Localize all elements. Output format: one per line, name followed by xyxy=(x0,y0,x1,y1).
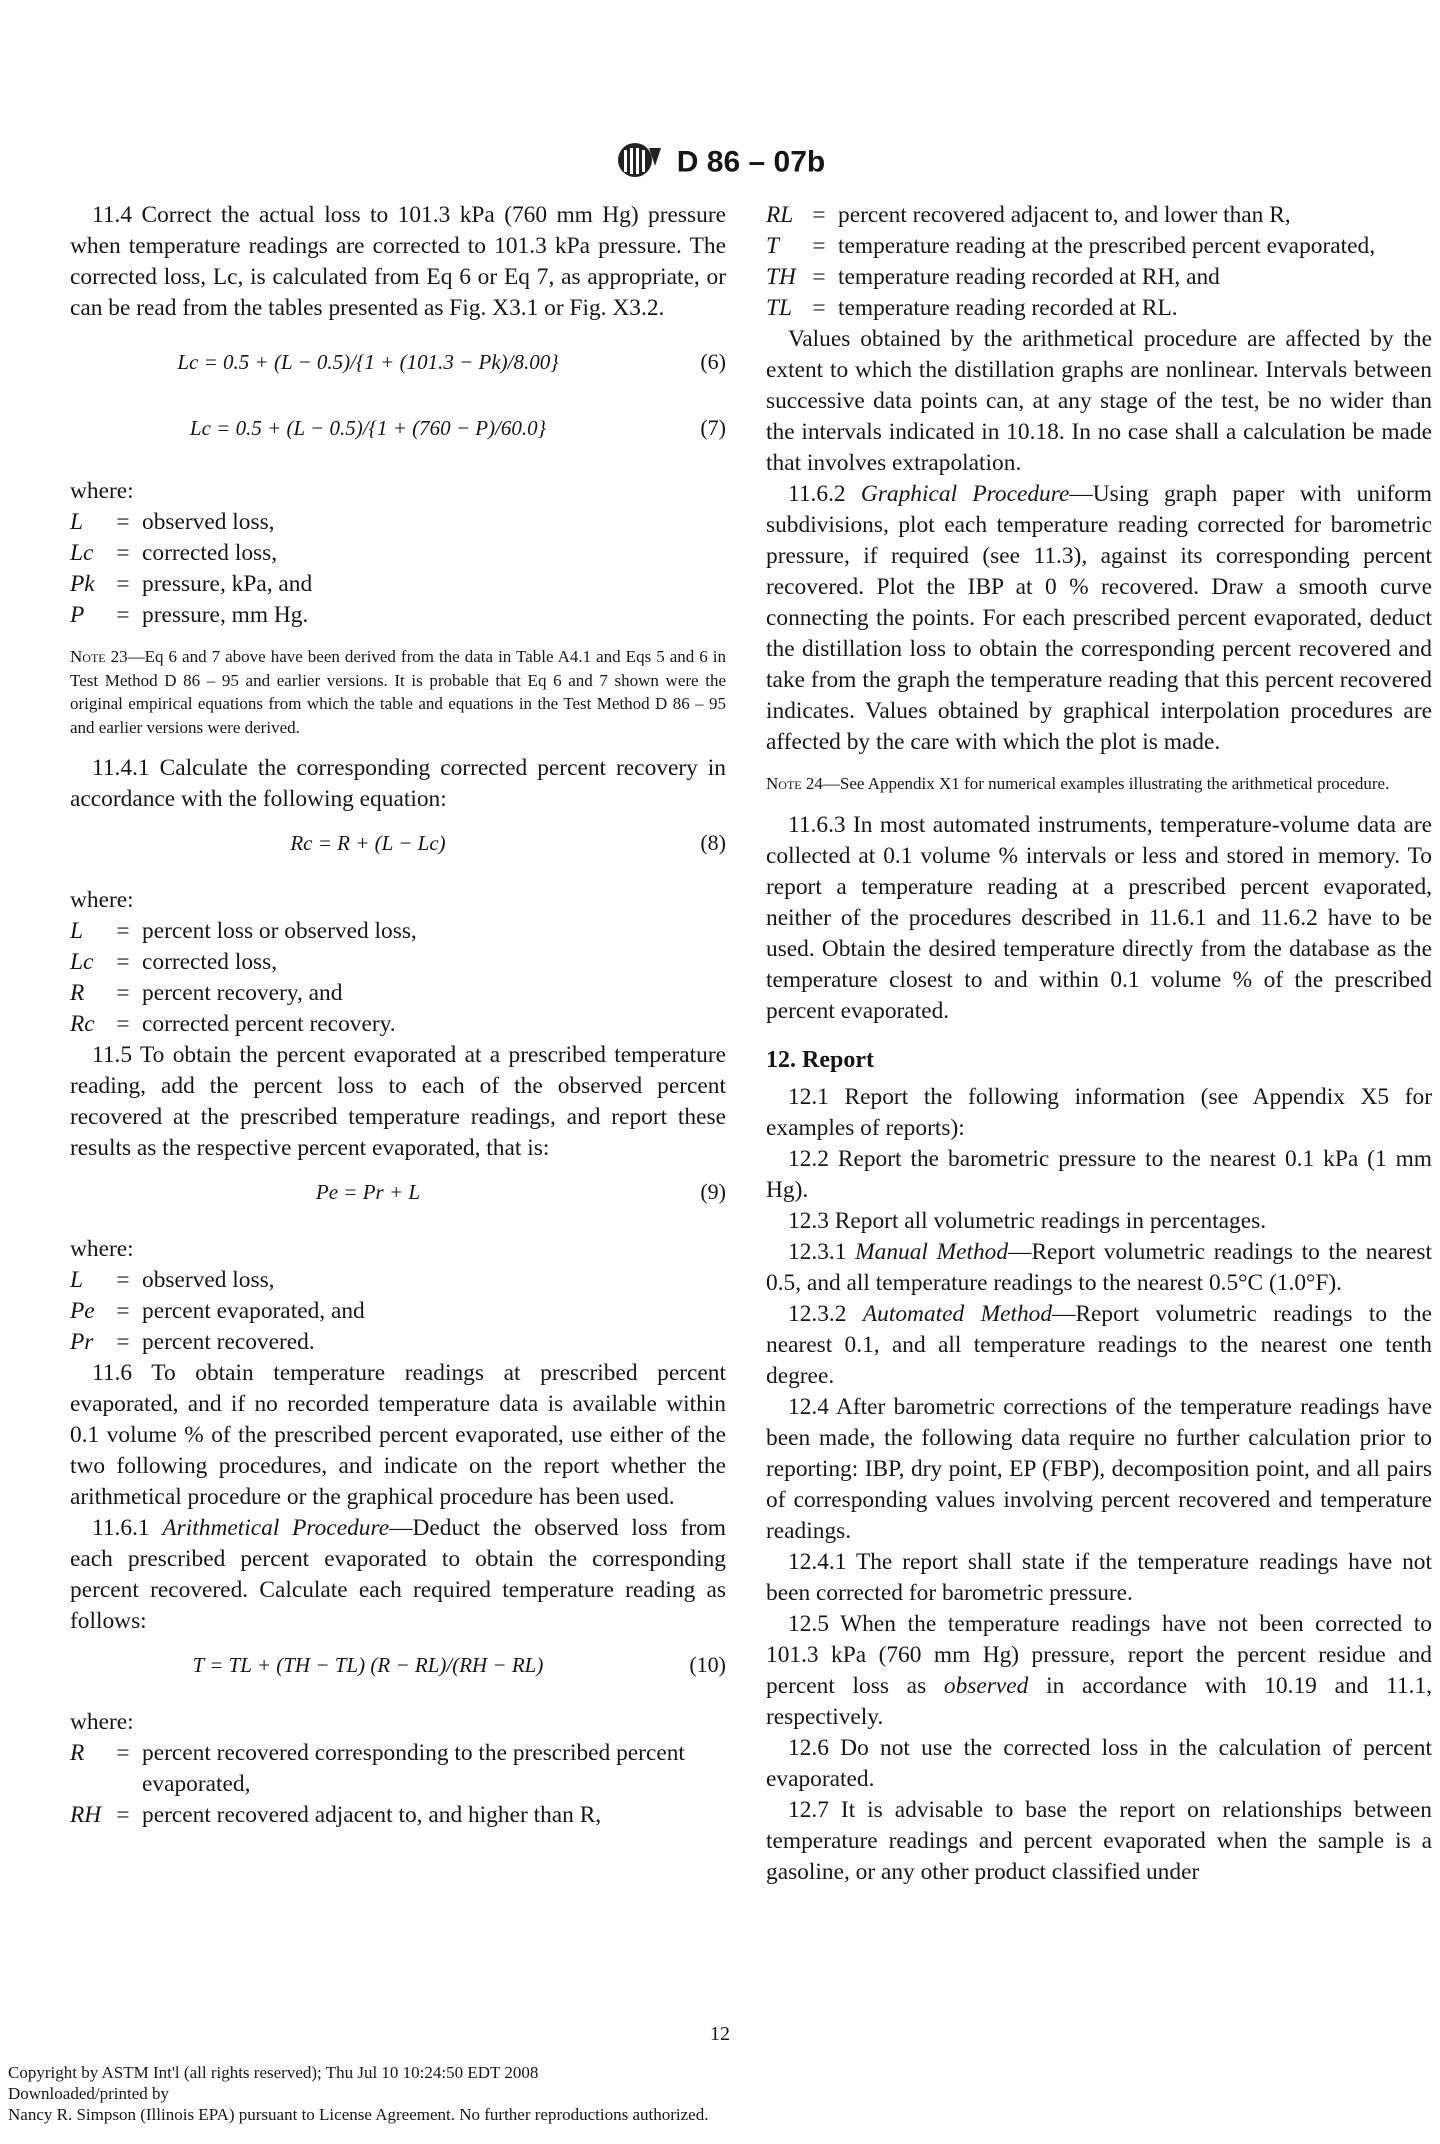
equation-expression: Pe = Pr + L xyxy=(315,1180,421,1204)
section-title: Manual Method xyxy=(855,1238,1009,1265)
paragraph-12-3: 12.3 Report all volumetric readings in percentages. xyxy=(788,1207,1267,1234)
left-column xyxy=(70,200,726,1831)
symbol: R xyxy=(70,1740,85,1766)
paragraph-12-4-1: 12.4.1 The report shall state if the temperature readings have not been corrected for barometric pressure. xyxy=(766,1548,1432,1606)
section-title: Arithmetical Procedure xyxy=(162,1515,390,1541)
definition-row xyxy=(70,978,417,1009)
footer-line: Nancy R. Simpson (Illinois EPA) pursuant to License Agreement. No further reproductions authorized. xyxy=(8,2105,709,2124)
definition-row xyxy=(70,507,312,538)
definition: percent recovered adjacent to, and higher than R, xyxy=(142,1802,602,1828)
paragraph-12-6: 12.6 Do not use the corrected loss in the calculation of percent evaporated. xyxy=(766,1734,1432,1792)
definition-row xyxy=(70,1327,365,1358)
equals: = xyxy=(116,1298,130,1324)
equation-expression: Rc = R + (L − Lc) xyxy=(290,831,446,855)
paragraph-12-5 xyxy=(766,1609,1432,1733)
equation-number: (8) xyxy=(700,830,726,855)
equation-number: (6) xyxy=(700,349,726,374)
symbol: Pr xyxy=(70,1329,94,1355)
section-heading-report: 12. Report xyxy=(766,1046,874,1073)
equals: = xyxy=(116,980,130,1006)
note-23 xyxy=(70,645,726,739)
equation-9 xyxy=(70,1164,726,1220)
paragraph-values: Values obtained by the arithmetical procedure are affected by the extent to which the distillation graphs are nonlinear. Intervals between successive data points can, at any stage of the test, be no wider than the intervals indicated in 10.18. In no case shall a calculation be made that involves extrapolation. xyxy=(766,326,1432,476)
definition-row xyxy=(70,569,312,600)
definitions-table xyxy=(70,916,417,1040)
definitions-table xyxy=(70,1265,365,1358)
definition: percent recovered corresponding to the prescribed percent evaporated, xyxy=(142,1740,685,1797)
definition-row xyxy=(70,1800,726,1831)
equals: = xyxy=(116,918,130,944)
equation-expression: T = TL + (TH − TL) (R − RL)/(RH − RL) xyxy=(192,1653,544,1677)
where-label: where: xyxy=(70,1709,134,1735)
symbol: TL xyxy=(766,295,793,321)
note-text: —See Appendix X1 for numerical examples illustrating the arithmetical procedure. xyxy=(822,774,1390,793)
section-number: 11.6.2 xyxy=(788,481,846,507)
definition: percent recovered. xyxy=(142,1329,315,1355)
section-text: —Report volumetric readings to the nearest 0.1, and all temperature readings to the nearest one tenth degree. xyxy=(766,1300,1432,1389)
definition: pressure, mm Hg. xyxy=(142,602,309,628)
equals: = xyxy=(116,509,130,535)
symbol: RH xyxy=(70,1802,102,1828)
equation-number: (9) xyxy=(700,1179,726,1204)
section-number: 12.3.1 xyxy=(788,1238,847,1265)
definition-row xyxy=(70,916,417,947)
definition-row xyxy=(70,538,312,569)
symbol: P xyxy=(70,602,85,628)
footer-line: Copyright by ASTM Int'l (all rights reserved); Thu Jul 10 10:24:50 EDT 2008 xyxy=(8,2063,539,2082)
definition: temperature reading at the prescribed percent evaporated, xyxy=(838,233,1376,259)
symbol: Pk xyxy=(70,571,95,597)
symbol: L xyxy=(70,509,84,535)
definition: percent loss or observed loss, xyxy=(142,918,417,944)
equals: = xyxy=(812,264,826,290)
definition-row xyxy=(70,1296,365,1327)
definition-row xyxy=(70,1009,417,1040)
section-title: Automated Method xyxy=(862,1300,1053,1327)
definitions-table xyxy=(70,507,312,631)
paragraph-11-4: 11.4 Correct the actual loss to 101.3 kPa (760 mm Hg) pressure when temperature readings are corrected to 101.3 kPa pressure. The corrected loss, Lc, is calculated from Eq 6 or Eq 7, as appropriate, or can be read from the tables presented as Fig. X3.1 or Fig. X3.2. xyxy=(70,202,726,321)
definition: percent recovered adjacent to, and lower than R, xyxy=(838,202,1291,228)
symbol: RL xyxy=(766,202,794,228)
definition: observed loss, xyxy=(142,509,275,535)
equals: = xyxy=(116,949,130,975)
paragraph-11-6-1 xyxy=(70,1513,726,1637)
definition: corrected loss, xyxy=(142,949,278,975)
where-label: where: xyxy=(70,478,134,504)
equation-expression: Lc = 0.5 + (L − 0.5)/{1 + (760 − P)/60.0} xyxy=(189,416,547,440)
equation-7 xyxy=(70,400,726,456)
equation-number: (10) xyxy=(689,1652,726,1677)
where-label: where: xyxy=(70,1236,134,1262)
definition: percent evaporated, and xyxy=(142,1298,365,1324)
definition: percent recovery, and xyxy=(142,980,343,1006)
equation-10 xyxy=(70,1637,726,1693)
equals: = xyxy=(116,1267,130,1293)
equals: = xyxy=(116,571,130,597)
section-number: 12.3.2 xyxy=(788,1300,847,1327)
equation-6 xyxy=(70,334,726,390)
symbol: L xyxy=(70,918,84,944)
section-text: —Deduct the observed loss from each prescribed percent evaporated to obtain the corresponding percent recovered. Calculate each required temperature reading as follows: xyxy=(70,1515,726,1634)
equals: = xyxy=(812,202,826,228)
definition: corrected loss, xyxy=(142,540,278,566)
note-text: —Eq 6 and 7 above have been derived from the data in Table A4.1 and Eqs 5 and 6 in Test Method D 86 – 95 and earlier versions. It is probable that Eq 6 and 7 shown were the original empirical equations from which the table and equations in the Test Method D 86 – 95 and earlier versions were derived. xyxy=(70,647,726,737)
definition-row xyxy=(70,1265,365,1296)
paragraph-12-4: 12.4 After barometric corrections of the temperature readings have been made, the following data require no further calculation prior to reporting: IBP, dry point, EP (FBP), decomposition point, and all pairs of corresponding values involving percent recovered and temperature readings. xyxy=(766,1393,1432,1544)
definitions-table xyxy=(766,200,1375,324)
note-label: Note 24 xyxy=(766,774,823,793)
section-text: —Report volumetric readings to the nearest 0.5, and all temperature readings to the nearest 0.5°C (1.0°F). xyxy=(766,1238,1432,1296)
footer-line: Downloaded/printed by xyxy=(8,2084,169,2103)
equals: = xyxy=(116,602,130,628)
paragraph-11-6-2 xyxy=(766,479,1432,758)
symbol: TH xyxy=(766,264,796,290)
section-title: Graphical Procedure xyxy=(860,481,1070,507)
section-text: —Using graph paper with uniform subdivisions, plot each temperature reading corrected for barometric pressure, if required (see 11.3), against its corresponding percent recovered. Plot the IBP at 0 % recovered. Draw a smooth curve connecting the points. For each prescribed percent evaporated, deduct the distillation loss to obtain the corresponding percent recovered and take from the graph the temperature reading that this percent recovered indicates. Values obtained by graphical interpolation procedures are affected by the care with which the plot is made. xyxy=(766,481,1432,755)
paragraph-11-5: 11.5 To obtain the percent evaporated at a prescribed temperature reading, add the percent loss to each of the observed percent recovered at the prescribed temperature readings, and report these results as the respective percent evaporated, that is: xyxy=(70,1042,726,1161)
definition-row xyxy=(70,947,417,978)
definitions-table xyxy=(70,1738,726,1831)
copyright-footer xyxy=(8,2062,708,2125)
equation-8 xyxy=(70,815,726,871)
paragraph-11-6: 11.6 To obtain temperature readings at prescribed percent evaporated, and if no recorded temperature data is available within 0.1 volume % of the prescribed percent evaporated, use either of the two following procedures, and indicate on the report whether the arithmetical procedure or the graphical procedure has been used. xyxy=(70,1360,726,1510)
paragraph-12-7: 12.7 It is advisable to base the report on relationships between temperature readings and percent evaporated when the sample is a gasoline, or any other product classified under xyxy=(766,1796,1432,1885)
definition: corrected percent recovery. xyxy=(142,1011,396,1037)
equation-expression: Lc = 0.5 + (L − 0.5)/{1 + (101.3 − Pk)/8.00} xyxy=(177,350,559,374)
paragraph-12-3-1 xyxy=(766,1237,1432,1299)
equals: = xyxy=(116,1802,130,1828)
section-number: 11.6.1 xyxy=(92,1515,150,1541)
paragraph-text: 12.5 When the temperature readings have not been corrected to 101.3 kPa (760 mm Hg) pressure, report the percent residue and percent loss as xyxy=(766,1610,1432,1699)
where-label: where: xyxy=(70,887,134,913)
note-label: Note 23 xyxy=(70,647,128,666)
astm-logo-icon xyxy=(615,140,667,185)
definition-row xyxy=(70,1738,726,1800)
equals: = xyxy=(116,1740,130,1766)
symbol: Rc xyxy=(70,1011,95,1037)
definition-row xyxy=(766,231,1375,262)
equals: = xyxy=(116,1011,130,1037)
right-column xyxy=(766,200,1432,1888)
paragraph-12-2: 12.2 Report the barometric pressure to the nearest 0.1 kPa (1 mm Hg). xyxy=(766,1145,1432,1203)
definition: observed loss, xyxy=(142,1267,275,1293)
symbol: Lc xyxy=(70,949,94,975)
equation-number: (7) xyxy=(700,415,726,440)
symbol: Pe xyxy=(70,1298,95,1324)
definition-row xyxy=(70,600,312,631)
definition-row xyxy=(766,262,1375,293)
equals: = xyxy=(116,540,130,566)
emphasis-text: observed xyxy=(943,1672,1029,1699)
page-number: 12 xyxy=(710,2023,730,2045)
page-header xyxy=(0,140,1440,185)
symbol: Lc xyxy=(70,540,94,566)
paragraph-12-1: 12.1 Report the following information (see Appendix X5 for examples of reports): xyxy=(766,1083,1432,1141)
symbol: T xyxy=(766,233,780,259)
definition: temperature reading recorded at RL. xyxy=(838,295,1178,321)
equals: = xyxy=(812,233,826,259)
paragraph-12-3-2 xyxy=(766,1299,1432,1392)
equals: = xyxy=(812,295,826,321)
definition-row xyxy=(766,293,1375,324)
symbol: L xyxy=(70,1267,84,1293)
definition: temperature reading recorded at RH, and xyxy=(838,264,1220,290)
definition: pressure, kPa, and xyxy=(142,571,313,597)
paragraph-11-4-1: 11.4.1 Calculate the corresponding corrected percent recovery in accordance with the following equation: xyxy=(70,755,726,812)
definition-row xyxy=(766,200,1375,231)
standard-designation: D 86 – 07b xyxy=(676,145,826,179)
symbol: R xyxy=(70,980,85,1006)
note-24 xyxy=(766,772,1432,796)
paragraph-11-6-3: 11.6.3 In most automated instruments, temperature-volume data are collected at 0.1 volume % intervals or less and stored in memory. To report a temperature reading at a prescribed percent evaporated, neither of the procedures described in 11.6.1 and 11.6.2 have to be used. Obtain the desired temperature directly from the database as the temperature closest to and within 0.1 volume % of the prescribed percent evaporated. xyxy=(766,811,1432,1024)
paragraph-text: in accordance with 10.19 and 11.1, respectively. xyxy=(766,1672,1432,1730)
equals: = xyxy=(116,1329,130,1355)
